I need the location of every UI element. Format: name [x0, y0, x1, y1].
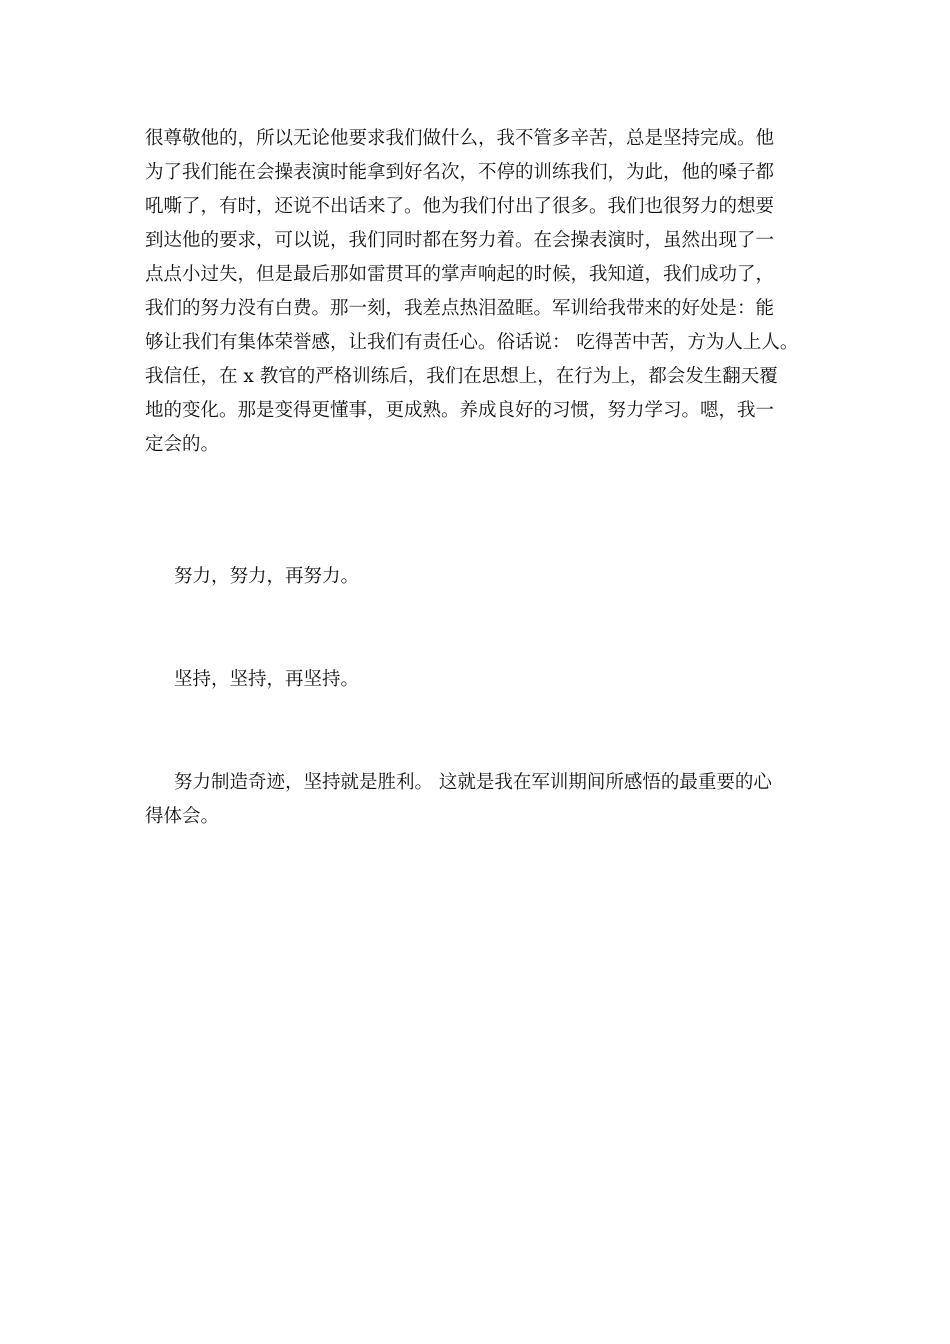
text-line: 努力，努力，再努力。: [174, 566, 360, 587]
paragraph-conclusion: [145, 766, 772, 834]
text-line: 够让我们有集体荣誉感，让我们有责任心。俗话说： 吃得苦中苦，方为人上人。: [145, 332, 799, 353]
text-line: 定会的。: [145, 434, 220, 455]
text-line: 点点小过失，但是最后那如雷贯耳的掌声响起的时候，我知道，我们成功了，: [145, 264, 775, 285]
text-line: 吼嘶了，有时，还说不出话来了。他为我们付出了很多。我们也很努力的想要: [145, 196, 775, 217]
text-line: 我信任，在 x 教官的严格训练后，我们在思想上，在行为上，都会发生翻天覆: [145, 366, 778, 387]
paragraph-military-training: [145, 122, 798, 462]
text-line: 为了我们能在会操表演时能拿到好名次，不停的训练我们，为此，他的嗓子都: [145, 162, 775, 183]
text-line: 努力制造奇迹，坚持就是胜利。 这就是我在军训期间所感悟的最重要的心: [174, 772, 772, 793]
text-line: 到达他的要求，可以说，我们同时都在努力着。在会操表演时，虽然出现了一: [145, 230, 775, 251]
text-line: 地的变化。那是变得更懂事，更成熟。养成良好的习惯，努力学习。嗯，我一: [145, 400, 775, 421]
text-line: 坚持，坚持，再坚持。: [174, 669, 360, 690]
paragraph-effort: [145, 560, 359, 594]
text-line: 很尊敬他的，所以无论他要求我们做什么，我不管多辛苦，总是坚持完成。他: [145, 128, 775, 149]
paragraph-persistence: [145, 663, 359, 697]
text-line: 我们的努力没有白费。那一刻，我差点热泪盈眶。军训给我带来的好处是：能: [145, 298, 775, 319]
text-line: 得体会。: [145, 806, 220, 827]
